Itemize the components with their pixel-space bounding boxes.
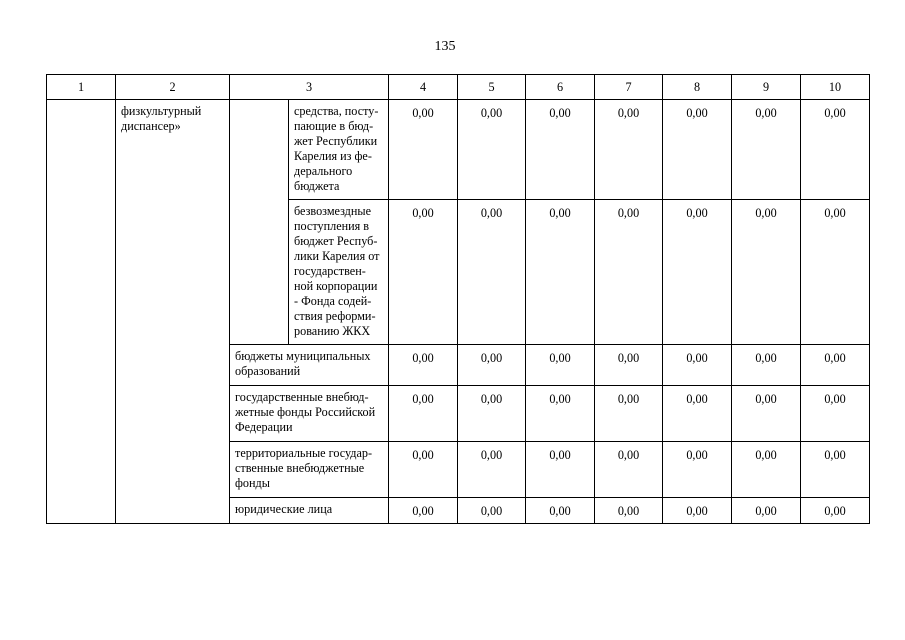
value-cell: 0,00 (801, 345, 870, 386)
value-cell: 0,00 (458, 100, 526, 200)
value-cell: 0,00 (595, 386, 663, 442)
value-cell: 0,00 (389, 442, 458, 498)
value-cell: 0,00 (732, 100, 801, 200)
number-cell (47, 100, 116, 524)
value-cell: 0,00 (458, 345, 526, 386)
value-cell: 0,00 (595, 442, 663, 498)
header-cell: 5 (458, 75, 526, 100)
value-cell: 0,00 (458, 442, 526, 498)
value-cell: 0,00 (595, 498, 663, 524)
value-cell: 0,00 (526, 386, 595, 442)
object-name-cell: физкультурный диспансер» (116, 100, 230, 524)
source-label: государственные внебюд- жетные фонды Российской Федерации (230, 386, 389, 442)
value-cell: 0,00 (732, 386, 801, 442)
value-cell: 0,00 (389, 345, 458, 386)
value-cell: 0,00 (801, 442, 870, 498)
source-label: бюджеты муниципальных образований (230, 345, 389, 386)
source-label: средства, посту- пающие в бюд- жет Республики Карелия из фе- дерального бюджета (289, 100, 389, 200)
value-cell: 0,00 (663, 100, 732, 200)
value-cell: 0,00 (663, 386, 732, 442)
value-cell: 0,00 (526, 200, 595, 345)
header-cell: 3 (230, 75, 389, 100)
source-label: территориальные государ- ственные внебюджетные фонды (230, 442, 389, 498)
value-cell: 0,00 (458, 386, 526, 442)
header-cell: 10 (801, 75, 870, 100)
header-cell: 8 (663, 75, 732, 100)
value-cell: 0,00 (389, 386, 458, 442)
value-cell: 0,00 (458, 200, 526, 345)
budget-table (46, 74, 870, 524)
value-cell: 0,00 (389, 498, 458, 524)
value-cell: 0,00 (389, 100, 458, 200)
header-cell: 4 (389, 75, 458, 100)
value-cell: 0,00 (595, 100, 663, 200)
page-number: 135 (434, 39, 456, 54)
header-cell: 9 (732, 75, 801, 100)
header-cell: 2 (116, 75, 230, 100)
value-cell: 0,00 (526, 442, 595, 498)
value-cell: 0,00 (595, 345, 663, 386)
header-cell: 7 (595, 75, 663, 100)
source-group-cell (230, 100, 289, 345)
header-cell: 1 (47, 75, 116, 100)
value-cell: 0,00 (732, 498, 801, 524)
value-cell: 0,00 (732, 442, 801, 498)
value-cell: 0,00 (389, 200, 458, 345)
value-cell: 0,00 (663, 345, 732, 386)
source-label: юридические лица (230, 498, 389, 524)
value-cell: 0,00 (801, 498, 870, 524)
value-cell: 0,00 (526, 100, 595, 200)
value-cell: 0,00 (732, 200, 801, 345)
header-row (47, 75, 870, 100)
value-cell: 0,00 (526, 498, 595, 524)
table-row (47, 100, 870, 200)
value-cell: 0,00 (458, 498, 526, 524)
value-cell: 0,00 (663, 498, 732, 524)
source-label: безвозмездные поступления в бюджет Респуб- лики Карелия от государствен- ной корпорации - Фонда содей- ствия реформи- рованию ЖКХ (289, 200, 389, 345)
value-cell: 0,00 (663, 200, 732, 345)
value-cell: 0,00 (801, 100, 870, 200)
value-cell: 0,00 (801, 386, 870, 442)
value-cell: 0,00 (801, 200, 870, 345)
value-cell: 0,00 (732, 345, 801, 386)
value-cell: 0,00 (526, 345, 595, 386)
header-cell: 6 (526, 75, 595, 100)
value-cell: 0,00 (595, 200, 663, 345)
value-cell: 0,00 (663, 442, 732, 498)
